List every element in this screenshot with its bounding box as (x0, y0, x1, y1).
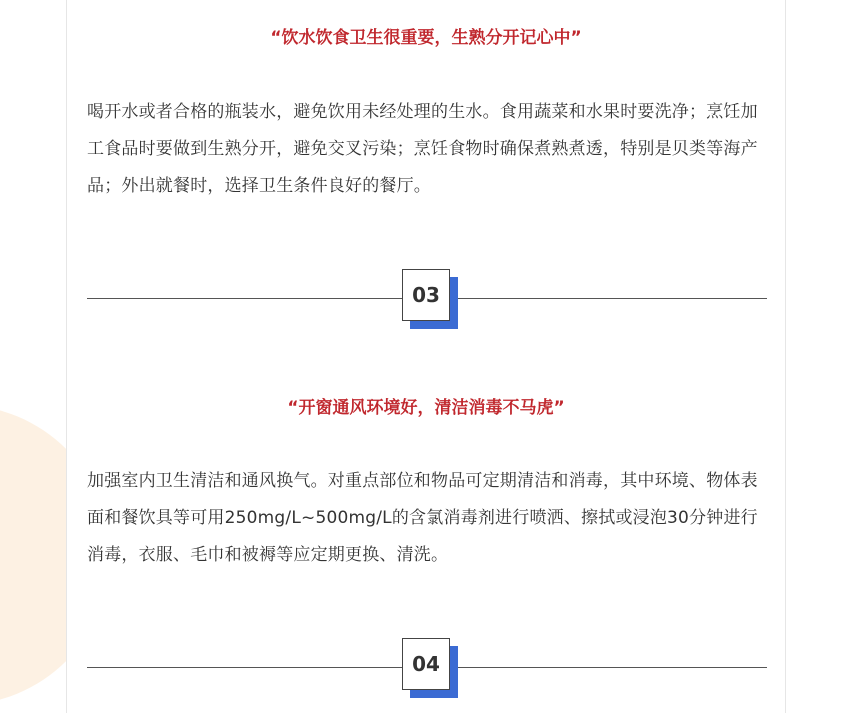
section-body-drinking-food: 喝开水或者合格的瓶装水，避免饮用未经处理的生水。食用蔬菜和水果时要洗净；烹饪加工食品时要做到生熟分开，避免交叉污染；烹饪食物时确保煮熟煮透，特别是贝类等海产品；外出就餐时，选择卫生条件良好的餐厅。 (87, 102, 758, 196)
section-number-badge: 03 (402, 269, 450, 321)
section-divider-04 (87, 638, 767, 698)
section-body-ventilation: 加强室内卫生清洁和通风换气。对重点部位和物品可定期清洁和消毒，其中环境、物体表面和餐饮具等可用250mg/L~500mg/L的含氯消毒剂进行喷洒、擦拭或浸泡30分钟进行消毒，衣服、毛巾和被褥等应定期更换、清洗。 (87, 471, 758, 565)
section-heading-drinking-food: “饮水饮食卫生很重要，生熟分开记心中” (270, 28, 582, 48)
article-card (66, 0, 786, 713)
section-divider-03 (87, 269, 767, 329)
section-number-badge: 04 (402, 638, 450, 690)
section-heading-ventilation: “开窗通风环境好，清洁消毒不马虎” (287, 398, 565, 418)
